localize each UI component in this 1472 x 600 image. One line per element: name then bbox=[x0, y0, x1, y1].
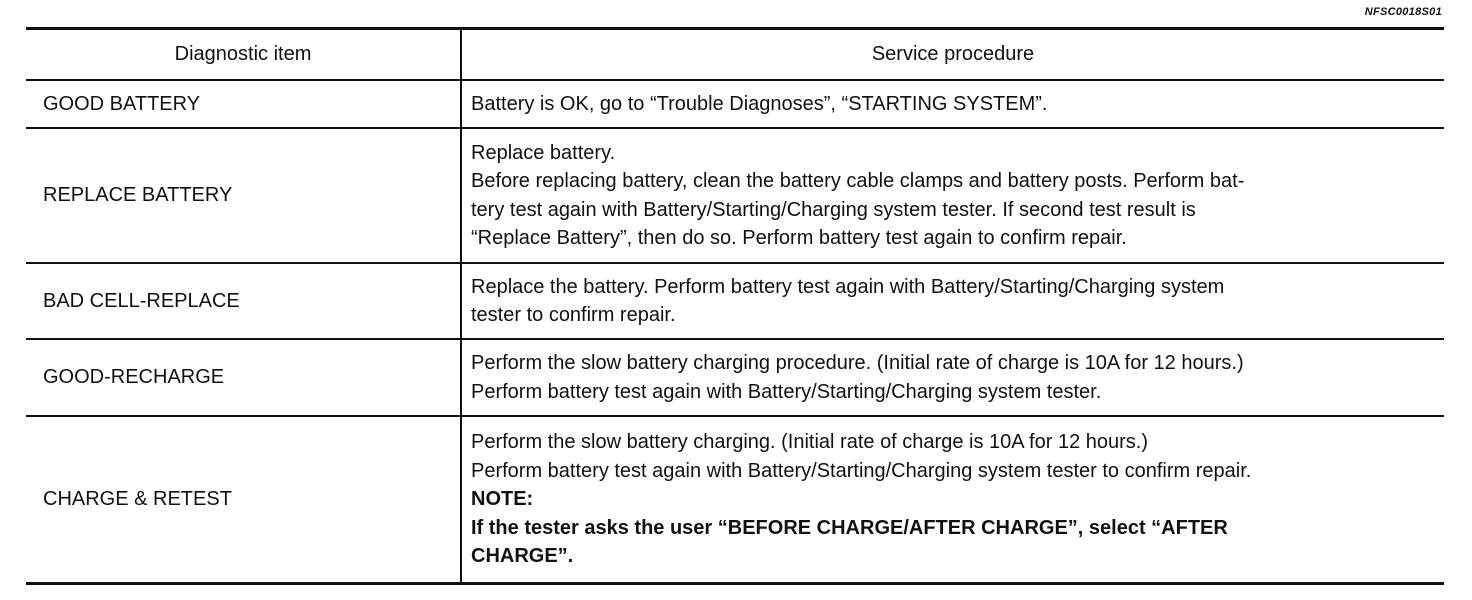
service-procedure bbox=[461, 339, 1444, 416]
header-service-procedure: Service procedure bbox=[871, 43, 1035, 66]
procedure-line: Perform battery test again with Battery/Starting/Charging system tester. bbox=[471, 380, 1102, 403]
procedure-line: “Replace Battery”, then do so. Perform battery test again to confirm repair. bbox=[471, 227, 1127, 249]
procedure-line: Battery is OK, go to “Trouble Diagnoses”, “STARTING SYSTEM”. bbox=[471, 92, 1048, 115]
service-procedure bbox=[461, 263, 1444, 339]
diagnostic-item: GOOD-RECHARGE bbox=[26, 339, 461, 416]
document-code: NFSC0018S01 bbox=[1364, 6, 1442, 18]
procedure-line: Before replacing battery, clean the battery cable clamps and battery posts. Perform bat- bbox=[471, 170, 1245, 192]
header-diagnostic-item: Diagnostic item bbox=[26, 29, 461, 81]
note-label: NOTE: bbox=[471, 488, 534, 510]
note-line: CHARGE”. bbox=[471, 545, 574, 567]
table-row-good-battery bbox=[26, 80, 1444, 128]
table-header-row bbox=[26, 29, 1444, 81]
diagnostic-table bbox=[26, 27, 1444, 585]
service-procedure bbox=[461, 80, 1444, 128]
table-row-replace-battery bbox=[26, 128, 1444, 263]
service-procedure bbox=[461, 416, 1444, 583]
procedure-line: Replace battery. bbox=[471, 141, 616, 164]
procedure-line: Perform the slow battery charging procedure. (Initial rate of charge is 10A for 12 hours.) bbox=[471, 352, 1244, 374]
note-line: If the tester asks the user “BEFORE CHARGE/AFTER CHARGE”, select “AFTER bbox=[471, 516, 1228, 539]
procedure-line: Replace the battery. Perform battery test again with Battery/Starting/Charging system bbox=[471, 275, 1225, 298]
table-row-charge-retest bbox=[26, 416, 1444, 583]
diagnostic-item: GOOD BATTERY bbox=[26, 80, 461, 128]
procedure-line: tery test again with Battery/Starting/Charging system tester. If second test result is bbox=[471, 198, 1196, 221]
diagnostic-item: BAD CELL-REPLACE bbox=[26, 263, 461, 339]
diagnostic-item: CHARGE & RETEST bbox=[26, 416, 461, 583]
table-row-good-recharge bbox=[26, 339, 1444, 416]
procedure-line: tester to confirm repair. bbox=[471, 304, 676, 326]
table-row-bad-cell-replace bbox=[26, 263, 1444, 339]
procedure-line: Perform the slow battery charging. (Initial rate of charge is 10A for 12 hours.) bbox=[471, 431, 1148, 453]
procedure-line: Perform battery test again with Battery/Starting/Charging system tester to confirm repair. bbox=[471, 459, 1252, 482]
service-procedure bbox=[461, 128, 1444, 263]
diagnostic-item: REPLACE BATTERY bbox=[26, 128, 461, 263]
